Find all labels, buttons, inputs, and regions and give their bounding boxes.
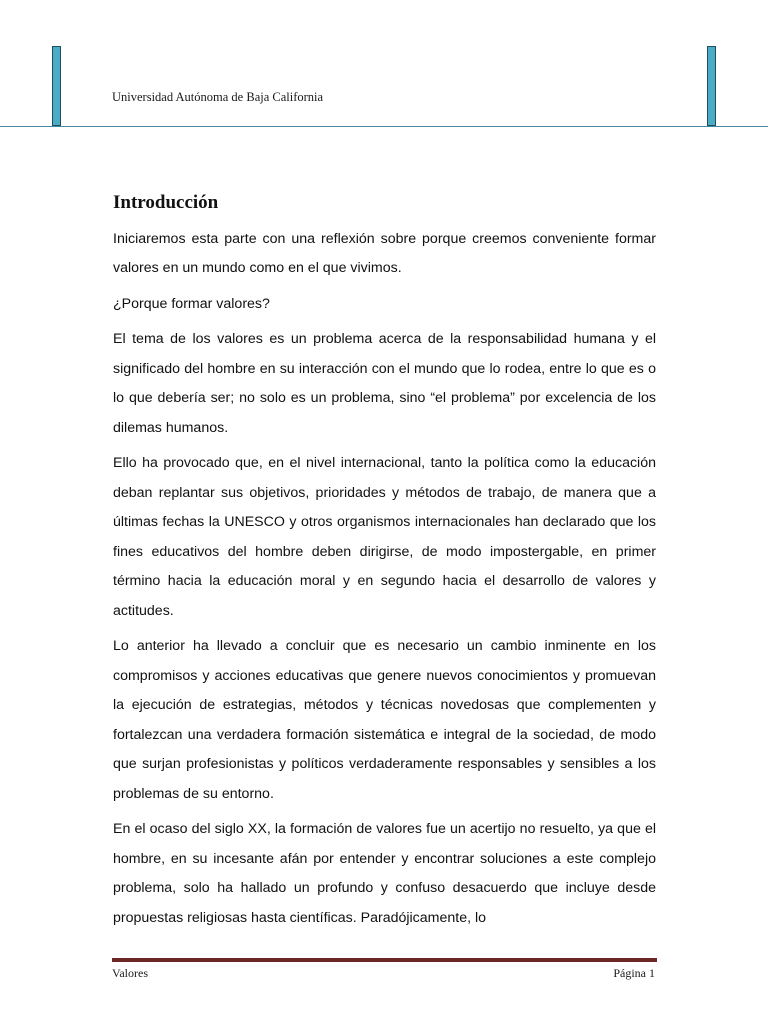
- paragraph: El tema de los valores es un problema acerca de la responsabilidad humana y el significado del hombre en su interacción con el mundo que lo rodea, entre lo que es o lo que debería ser; no solo es un problema, sino “el problema” por excelencia de los dilemas humanos.: [113, 331, 656, 436]
- section-title: Introducción: [113, 192, 219, 213]
- paragraph: En el ocaso del siglo XX, la formación de valores fue un acertijo no resuelto, ya que el hombre, en su incesante afán por entender y encontrar soluciones a este complejo problema, solo ha hallado un profundo y confuso desacuerdo que incluye desde propuestas religiosas hasta científicas. Paradójicamente, lo: [113, 821, 656, 926]
- header-accent-bar-left: [52, 46, 61, 126]
- header-accent-bar-right: [707, 46, 716, 126]
- footer-document-name: Valores: [112, 966, 148, 980]
- footer-page-number: Página 1: [613, 966, 655, 980]
- header-institution: Universidad Autónoma de Baja California: [112, 90, 324, 104]
- footer-divider: [112, 958, 657, 962]
- paragraph: Ello ha provocado que, en el nivel internacional, tanto la política como la educación deban replantar sus objetivos, prioridades y métodos de trabajo, de manera que a últimas fechas la UNESCO y otros organismos internacionales han declarado que los fines educativos del hombre deben dirigirse, de modo impostergable, en primer término hacia la educación moral y en segundo hacia el desarrollo de valores y actitudes.: [113, 455, 656, 619]
- header-divider: [0, 126, 768, 127]
- paragraph: Lo anterior ha llevado a concluir que es necesario un cambio inminente en los compromisos y acciones educativas que genere nuevos conocimientos y promuevan la ejecución de estrategias, métodos y técnicas novedosas que complementen y fortalezcan una verdadera formación sistemática e integral de la sociedad, de modo que surjan profesionistas y políticos verdaderamente responsables y sensibles a los problemas de su entorno.: [113, 638, 656, 802]
- paragraph: ¿Porque formar valores?: [113, 295, 270, 312]
- page-body: [113, 190, 656, 939]
- paragraph: Iniciaremos esta parte con una reflexión sobre porque creemos conveniente formar valores en un mundo como en el que vivimos.: [113, 230, 656, 277]
